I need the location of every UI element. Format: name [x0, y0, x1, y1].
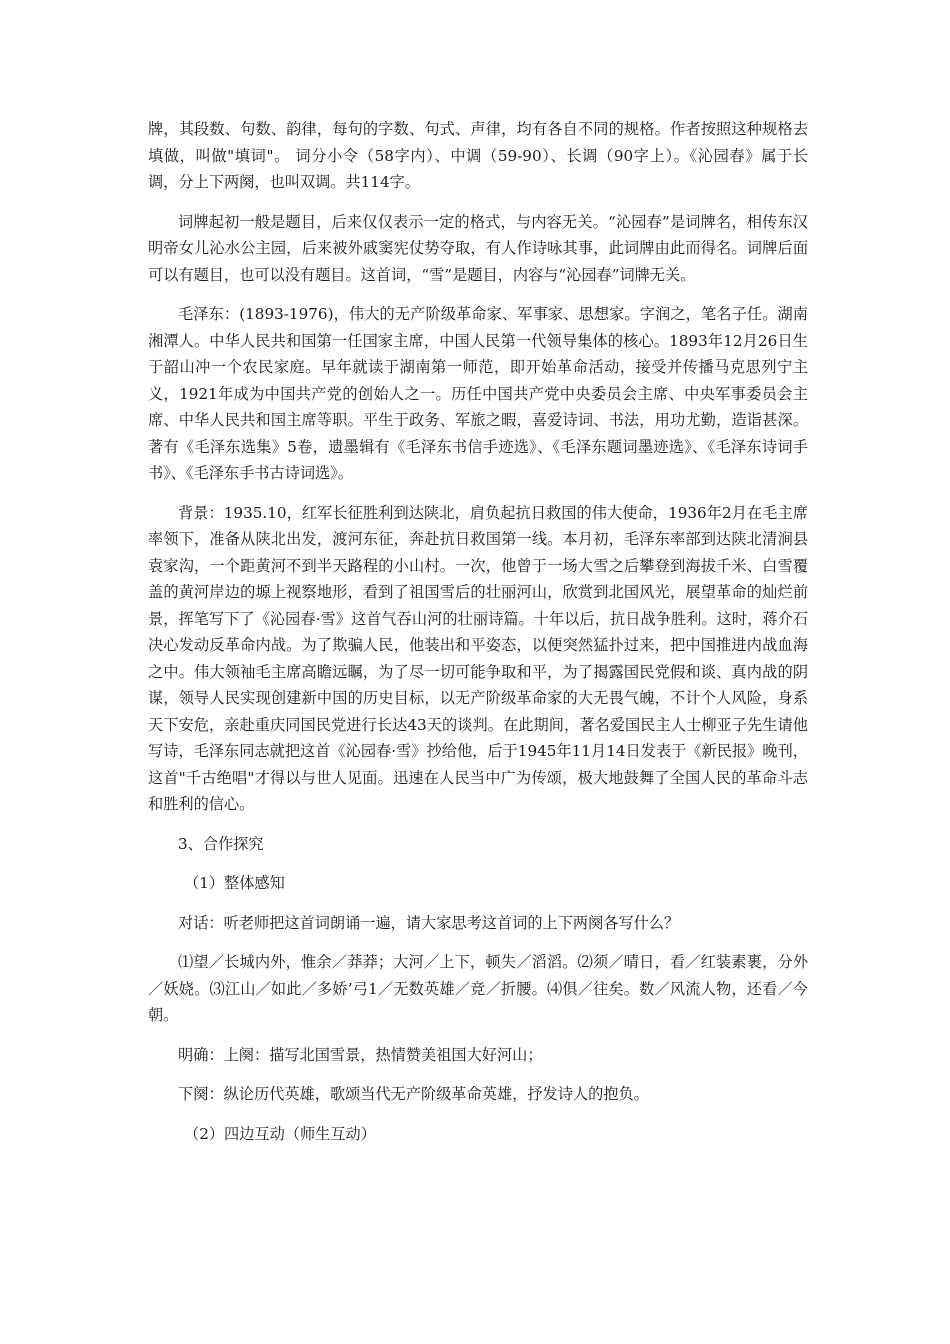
section-heading-cooperative-inquiry: 3、合作探究: [178, 834, 264, 853]
paragraph-cipai-rules: 牌，其段数、句数、韵律，每句的字数、句式、声律，均有各自不同的规格。作者按照这种规格去填做，叫做"填词"。 词分小令（58字内）、中调（59-90）、长调（90字上）。《沁园春》属于长调，分上下两阕，也叫双调。共114字。: [148, 120, 808, 191]
subsection-heading-overall-perception: （1）整体感知: [184, 874, 285, 892]
paragraph-background: 背景：1935.10，红军长征胜利到达陕北，肩负起抗日救国的伟大使命，1936年2月在毛主席率领下，准备从陕北出发，渡河东征，奔赴抗日救国第一线。本月初，毛泽东率部到达陕北清涧县袁家沟，一个距黄河不到半天路程的小山村。一次，他曾于一场大雪之后攀登到海拔千米、白雪覆盖的黄河岸边的塬上视察地形，看到了祖国雪后的壮丽河山，欣赏到北国风光，展望革命的灿烂前景，挥笔写下了《沁园春·雪》这首气吞山河的壮丽诗篇。十年以后，抗日战争胜利。这时，蒋介石决心发动反革命内战。为了欺骗人民，他装出和平姿态，以便突然猛扑过来，把中国推进内战血海之中。伟大领袖毛主席高瞻远瞩，为了尽一切可能争取和平，为了揭露国民党假和谈、真内战的阴谋，领导人民实现创建新中国的历史目标，以无产阶级革命家的大无畏气魄，不计个人风险，身系天下安危，亲赴重庆同国民党进行长达43天的谈判。在此期间，著名爱国民主人士柳亚子先生请他写诗，毛泽东同志就把这首《沁园春·雪》抄给他，后于1945年11月14日发表于《新民报》晚刊，这首"千古绝唱"才得以与世人见面。迅速在人民当中广为传颂，极大地鼓舞了全国人民的革命斗志和胜利的信心。: [148, 503, 808, 813]
document-body: [148, 116, 808, 1160]
paragraph-second-stanza: 下阕：纵论历代英雄，歌颂当代无产阶级革命英雄，抒发诗人的抱负。: [178, 1085, 649, 1103]
paragraph-dialogue: 对话：听老师把这首词朗诵一遍，请大家思考这首词的上下两阕各写什么？: [178, 913, 680, 932]
paragraph-cipai-origin: 词牌起初一般是题目，后来仅仅表示一定的格式，与内容无关。“沁园春”是词牌名，相传东汉明帝女儿沁水公主园，后来被外戚窦宪仗势夺取，有人作诗咏其事，此词牌由此而得名。词牌后面可以有题目，也可以没有题目。这首词，“雪”是题目，内容与“沁园春”词牌无关。: [148, 212, 808, 284]
subsection-heading-interaction: （2）四边互动（师生互动）: [184, 1124, 376, 1143]
paragraph-author-bio: 毛泽东：(1893-1976)，伟大的无产阶级革命家、军事家、思想家。字润之，笔名子任。湖南湘潭人。中华人民共和国第一任国家主席，中国人民第一代领导集体的核心。1893年12月26日生于韶山冲一个农民家庭。早年就读于湖南第一师范，即开始革命活动，接受并传播马克思列宁主义，1921年成为中国共产党的创始人之一。历任中国共产党中央委员会主席、中央军事委员会主席、中华人民共和国主席等职。平生于政务、军旅之暇，喜爱诗词、书法，用功尤勤，造诣甚深。著有《毛泽东选集》5卷，遗墨辑有《毛泽东书信手迹选》、《毛泽东题词墨迹选》、《毛泽东诗词手书》、《毛泽东手书古诗词选》。: [148, 305, 808, 482]
paragraph-clarification: 明确：上阕：描写北国雪景，热情赞美祖国大好河山；: [178, 1045, 543, 1064]
paragraph-reading-rhythm: ⑴望／长城内外，惟余／莽莽；大河／上下，顿失／滔滔。⑵须／晴日，看／红装素裹，分外／妖娆。⑶江山／如此／多娇’弓1／无数英雄／竞／折腰。⑷俱／往矣。数／风流人物，还看／今朝。: [148, 953, 808, 1024]
